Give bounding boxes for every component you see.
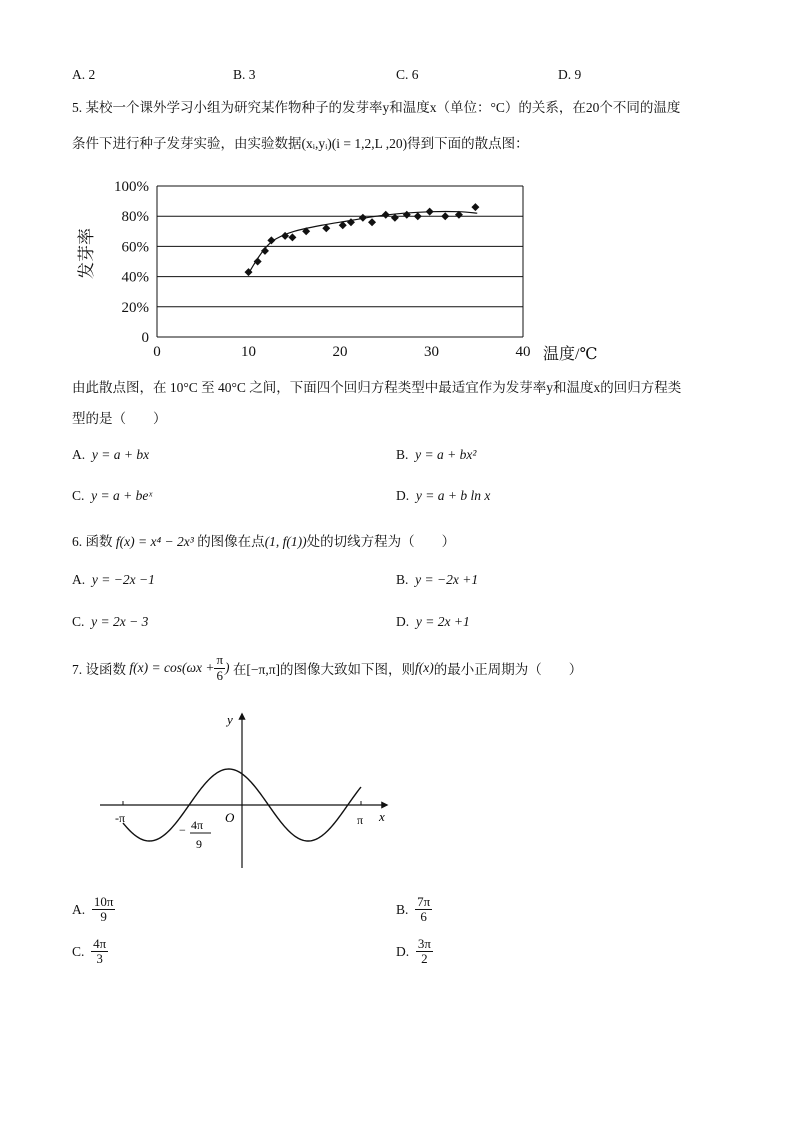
y-tick-label: 60% [121, 239, 149, 256]
data-point [359, 214, 367, 222]
q5-option-d[interactable]: D. y = a + b ln x [396, 488, 491, 503]
data-point [254, 258, 262, 266]
q7-function: f(x) = cos(ωx + [129, 660, 215, 675]
q5-option-a[interactable]: A. y = a + bx [72, 447, 150, 462]
data-point [267, 236, 275, 244]
x-axis-label: x [379, 809, 385, 824]
q7-cosine-graph [95, 708, 405, 873]
y-axis-label: y [227, 712, 233, 727]
data-point [288, 233, 296, 241]
q7-option-c[interactable]: C. $\frac{4\pi}{3}$ [72, 936, 107, 967]
q6-point: (1, f(1)) [264, 534, 307, 549]
q6-option-c[interactable]: C. y = 2x − 3 [72, 614, 149, 629]
q6-stem: 6. 函数 f(x) = x⁴ − 2x³ 的图像在点(1, f(1))处的切线方程为（ ） [72, 534, 456, 549]
q5-stem-line1: 5. 某校一个课外学习小组为研究某作物种子的发芽率y和温度x（单位：°C）的关系，在20个不同的温度 [72, 100, 681, 115]
q6-option-a[interactable]: A. y = −2x −1 [72, 572, 155, 587]
q5-question-line2: 型的是（ ） [72, 411, 167, 426]
right-tick-label: π [357, 813, 364, 827]
q7-stem: 7. 设函数 f(x) = cos(ωx + $\frac{\pi}{6}$ ) 在[−π,π]的图像大致如下图，则 f(x) 的最小正周期为（ ） [72, 652, 583, 683]
data-point [382, 211, 390, 219]
y-axis-title: 发芽率 [77, 228, 96, 279]
q5-stem-line2: 条件下进行种子发芽实验，由实验数据(xᵢ,yᵢ)(i = 1,2,L ,20)得到下面的散点图： [72, 136, 529, 151]
q7-option-d[interactable]: D. $\frac{3\pi}{2}$ [396, 936, 431, 967]
q5-option-b[interactable]: B. y = a + bx² [396, 447, 477, 462]
x-tick-label: 30 [424, 344, 439, 360]
q6-function: f(x) = x⁴ − 2x³ [115, 534, 194, 549]
y-tick-label: 100% [114, 179, 149, 195]
data-point [368, 218, 376, 226]
origin-label: O [225, 810, 235, 825]
q6-option-b[interactable]: B. y = −2x +1 [396, 572, 479, 587]
data-point [261, 247, 269, 255]
q4-option-d[interactable]: D. 9 [558, 67, 582, 82]
y-tick-label: 0 [141, 330, 149, 346]
x-tick-label: 0 [153, 344, 161, 360]
zero-sign: − [179, 823, 186, 837]
x-tick-label: 10 [241, 344, 256, 360]
y-tick-label: 80% [121, 209, 149, 226]
q5-scatter-chart [70, 172, 630, 367]
y-tick-label: 40% [121, 269, 149, 286]
q5-option-c[interactable]: C. y = a + beˣ [72, 488, 153, 503]
x-axis-title: 温度/℃ [543, 346, 598, 363]
data-point [414, 212, 422, 220]
data-point [441, 212, 449, 220]
q7-option-b[interactable]: B. $\frac{7\pi}{6}$ [396, 894, 431, 925]
x-tick-label: 20 [332, 344, 348, 360]
q7-phase-fraction: $\frac{\pi}{6}$ [216, 652, 224, 683]
q4-option-b[interactable]: B. 3 [233, 67, 256, 82]
left-tick-label: -π [115, 811, 126, 825]
q6-option-d[interactable]: D. y = 2x +1 [396, 614, 470, 629]
q4-option-c[interactable]: C. 6 [396, 67, 419, 82]
q7-option-a[interactable]: A. $\frac{10\pi}{9}$ [72, 894, 114, 925]
zero-numerator: 4π [191, 818, 204, 832]
data-point [426, 208, 434, 216]
zero-denominator: 9 [196, 837, 202, 851]
y-tick-label: 20% [121, 299, 149, 316]
data-point [471, 203, 479, 211]
q5-question-line1: 由此散点图，在 10°C 至 40°C 之间，下面四个回归方程类型中最适宜作为发芽率y和温度x的回归方程类 [72, 380, 682, 395]
data-point [403, 211, 411, 219]
x-tick-label: 40 [515, 344, 531, 360]
q4-option-a[interactable]: A. 2 [72, 67, 96, 82]
